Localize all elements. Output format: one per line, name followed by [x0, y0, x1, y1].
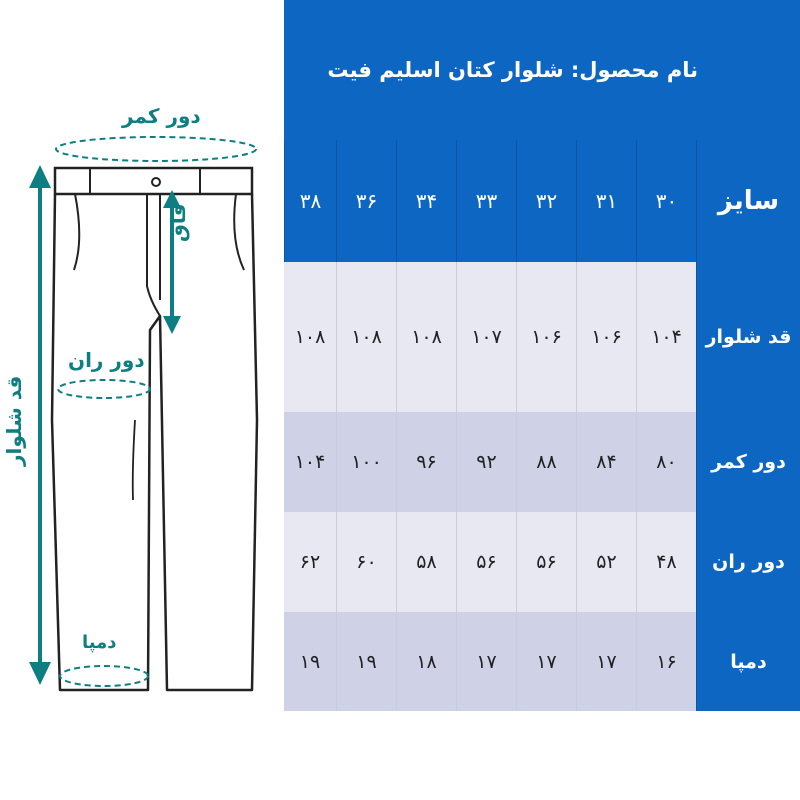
hem-label: دمپا — [82, 632, 117, 653]
table-cell: ۱۰۶ — [576, 262, 636, 412]
table-cell: ۸۰ — [636, 412, 696, 512]
table-row — [284, 612, 800, 711]
length-label: قد شلوار — [2, 375, 26, 466]
size-33: ۳۳ — [456, 140, 516, 262]
table-cell: ۵۶ — [516, 512, 576, 612]
table-cell: ۹۶ — [396, 412, 456, 512]
size-34: ۳۴ — [396, 140, 456, 262]
table-cell: ۱۷ — [456, 612, 516, 711]
waist-label: دور کمر — [122, 104, 201, 128]
size-table — [284, 0, 800, 711]
rise-label: فاق — [166, 203, 190, 242]
table-cell: ۵۲ — [576, 512, 636, 612]
size-32: ۳۲ — [516, 140, 576, 262]
table-cell: ۱۹ — [336, 612, 396, 711]
row-label-thigh: دور ران — [696, 512, 800, 612]
table-cell: ۱۷ — [576, 612, 636, 711]
table-cell: ۴۸ — [636, 512, 696, 612]
size-row — [284, 140, 800, 262]
size-38: ۳۸ — [284, 140, 336, 262]
table-row — [284, 412, 800, 512]
size-header: سایز — [696, 140, 800, 262]
table-cell: ۱۶ — [636, 612, 696, 711]
row-label-length: قد شلوار — [696, 262, 800, 412]
table-cell: ۱۸ — [396, 612, 456, 711]
row-label-hem: دمپا — [696, 612, 800, 711]
table-cell: ۶۰ — [336, 512, 396, 612]
table-cell: ۸۸ — [516, 412, 576, 512]
table-cell: ۶۲ — [284, 512, 336, 612]
size-31: ۳۱ — [576, 140, 636, 262]
table-cell: ۱۰۸ — [336, 262, 396, 412]
size-30: ۳۰ — [636, 140, 696, 262]
product-title: نام محصول: شلوار کتان اسلیم فیت — [327, 58, 698, 82]
thigh-label: دور ران — [68, 348, 145, 372]
table-cell: ۱۰۸ — [284, 262, 336, 412]
table-row — [284, 262, 800, 412]
table-cell: ۱۰۴ — [284, 412, 336, 512]
size-36: ۳۶ — [336, 140, 396, 262]
table-row — [284, 512, 800, 612]
table-cell: ۱۰۷ — [456, 262, 516, 412]
table-cell: ۱۰۸ — [396, 262, 456, 412]
table-cell: ۱۰۴ — [636, 262, 696, 412]
table-cell: ۹۲ — [456, 412, 516, 512]
title-cell — [284, 0, 800, 140]
table-cell: ۱۰۰ — [336, 412, 396, 512]
pants-diagram — [0, 0, 284, 800]
table-cell: ۸۴ — [576, 412, 636, 512]
table-cell: ۱۷ — [516, 612, 576, 711]
table-cell: ۱۹ — [284, 612, 336, 711]
table-cell: ۵۸ — [396, 512, 456, 612]
row-label-waist: دور کمر — [696, 412, 800, 512]
table-cell: ۵۶ — [456, 512, 516, 612]
table-cell: ۱۰۶ — [516, 262, 576, 412]
